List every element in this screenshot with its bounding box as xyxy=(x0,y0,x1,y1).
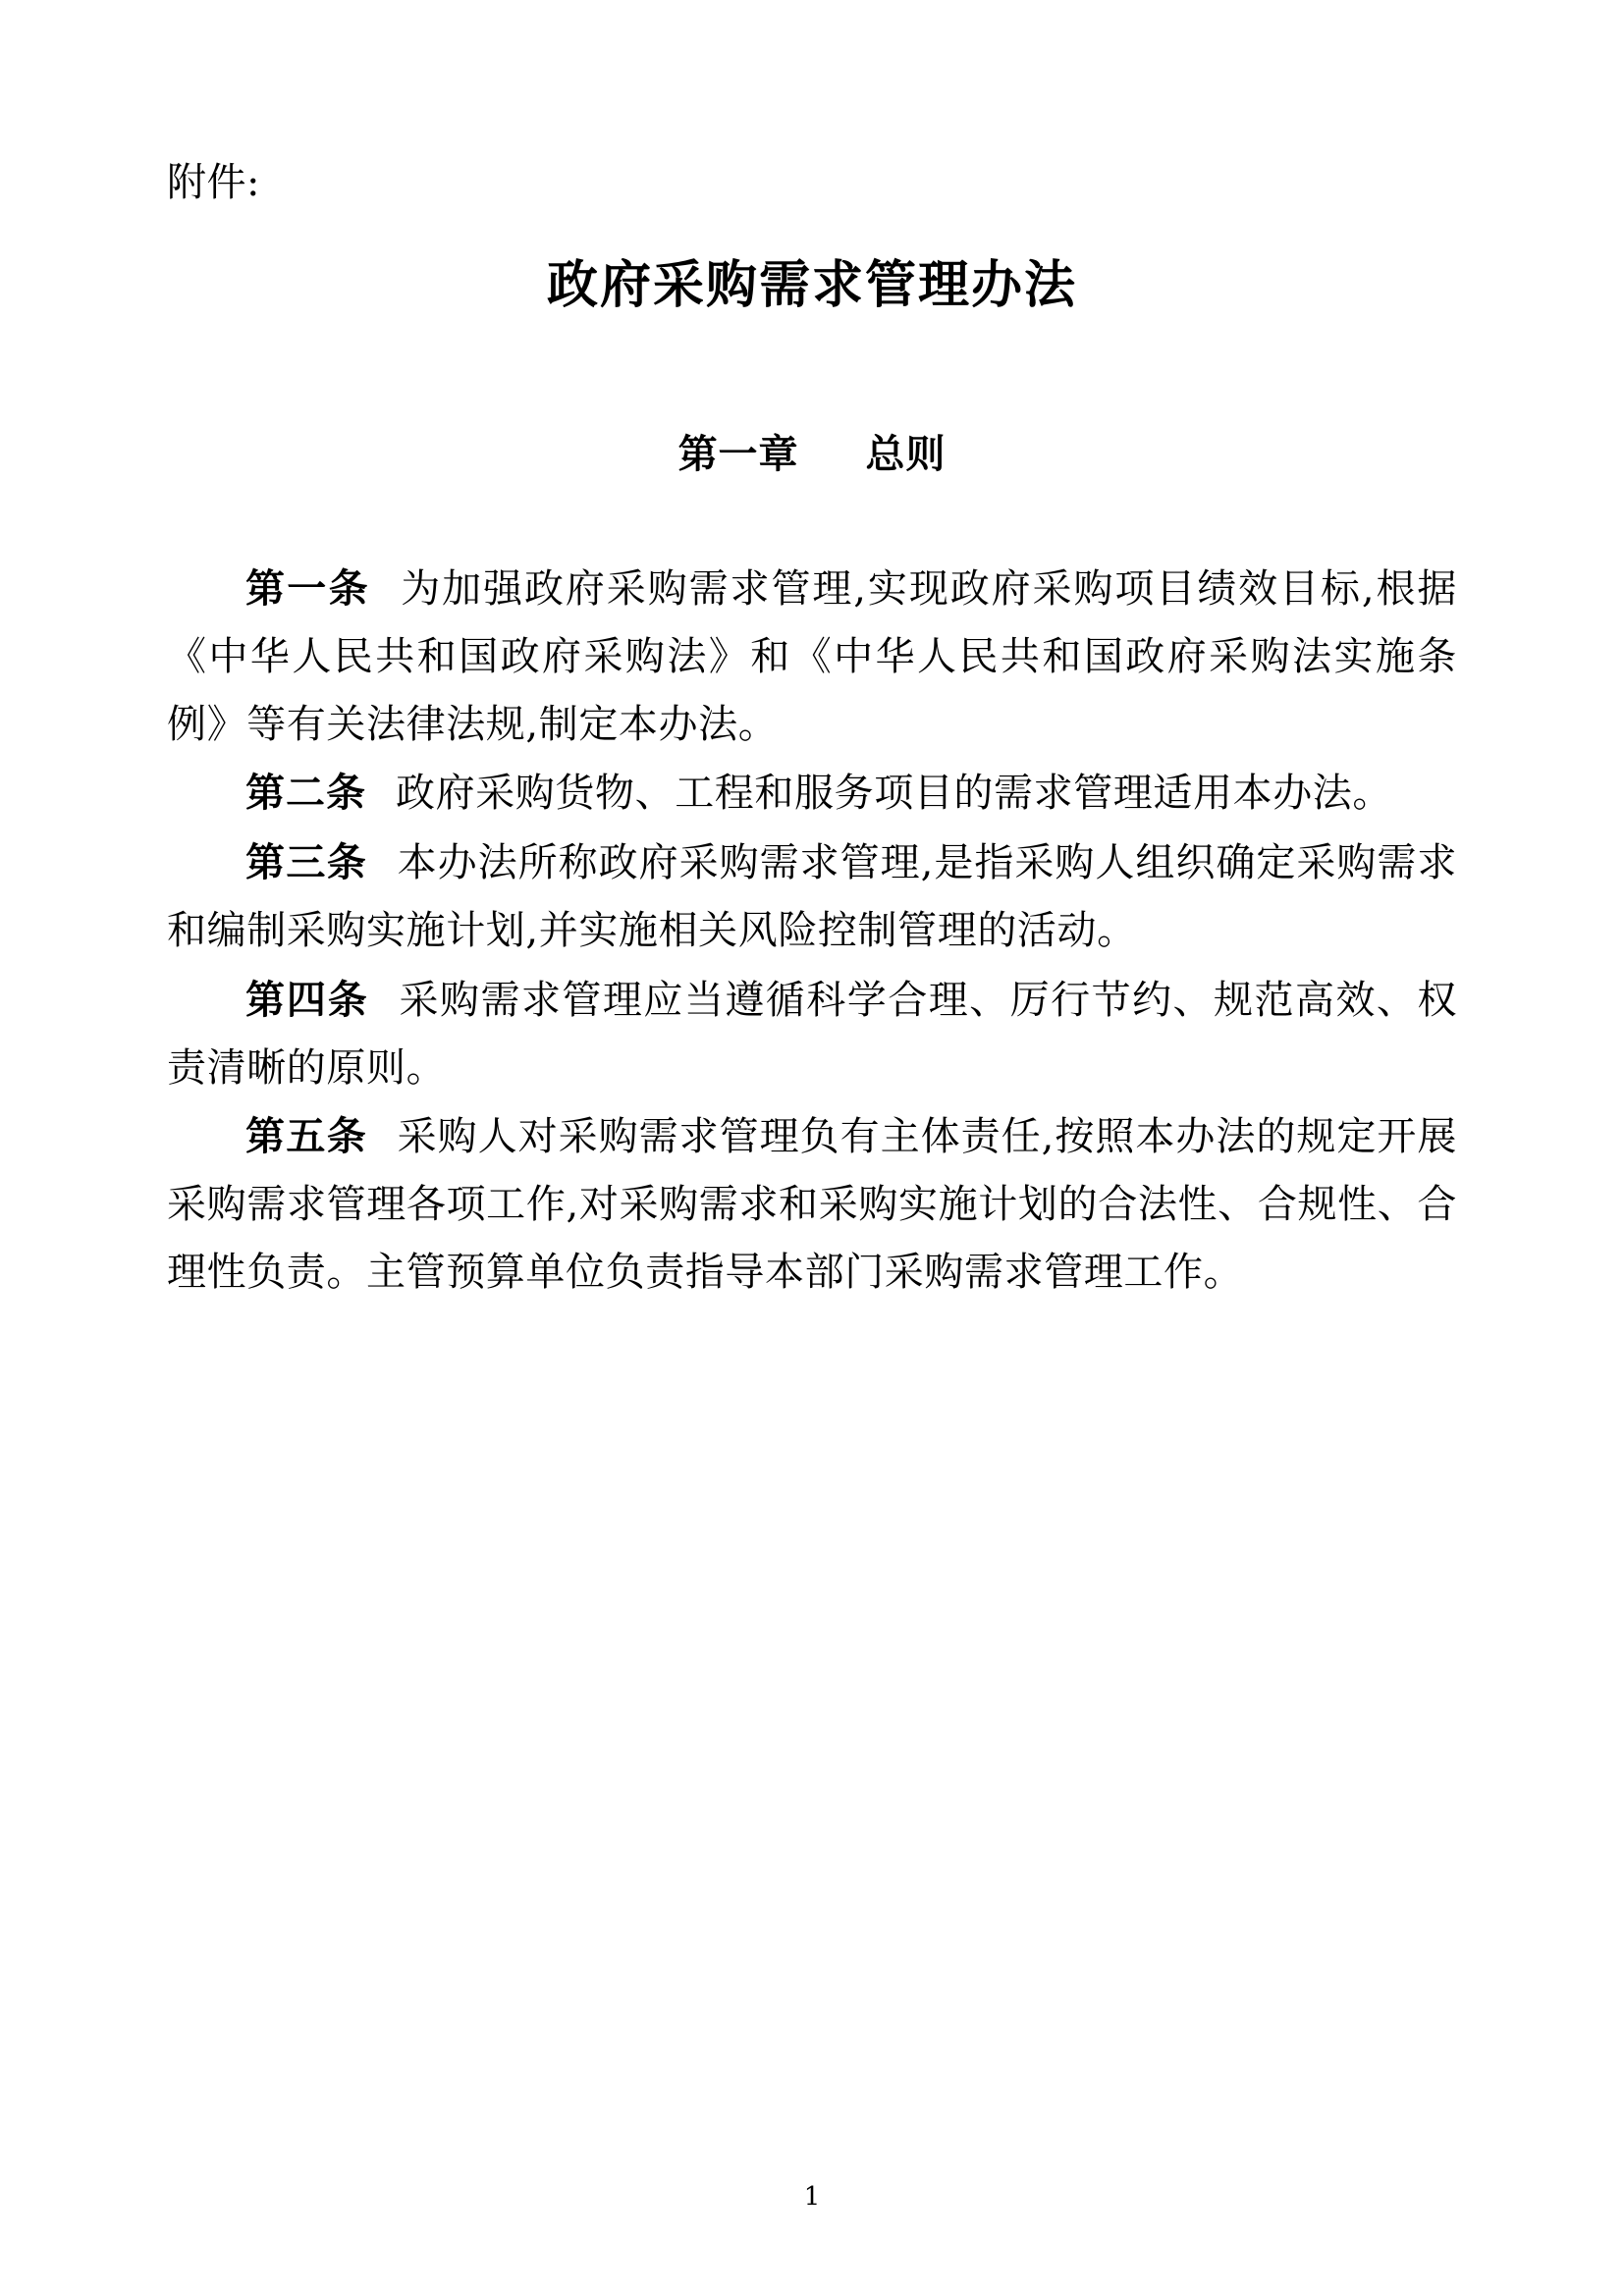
article-item xyxy=(167,760,1457,828)
article-item xyxy=(167,556,1457,758)
page-title: 政府采购需求管理办法 xyxy=(546,255,1077,315)
article-text: 本办法所称政府采购需求管理,是指采购人组织确定采购需求和编制采购实施计划,并实施相关风险控制管理的活动。 xyxy=(167,840,1458,953)
chapter-number: 第一章 xyxy=(677,431,799,477)
article-item xyxy=(167,1103,1457,1306)
page-number: 1 xyxy=(803,2182,821,2212)
article-text: 采购需求管理应当遵循科学合理、厉行节约、规范高效、权责清晰的原则。 xyxy=(167,977,1458,1091)
article-item xyxy=(167,967,1457,1102)
article-text: 政府采购货物、工程和服务项目的需求管理适用本办法。 xyxy=(396,771,1392,817)
chapter-heading xyxy=(167,423,1457,479)
article-list xyxy=(167,556,1457,1307)
article-number: 第一条 xyxy=(245,565,370,612)
article-number: 第五条 xyxy=(245,1113,368,1160)
attachment-label: 附件: xyxy=(167,160,260,205)
article-text: 为加强政府采购需求管理,实现政府采购项目绩效目标,根据《中华人民共和国政府采购法》和《中华人民共和国政府采购法实施条例》等有关法律法规,制定本办法。 xyxy=(167,566,1457,747)
article-text: 采购人对采购需求管理负有主体责任,按照本办法的规定开展采购需求管理各项工作,对采购需求和采购实施计划的合法性、合规性、合理性负责。主管预算单位负责指导本部门采购需求管理工作。 xyxy=(167,1114,1458,1295)
article-number: 第二条 xyxy=(245,770,366,817)
article-number: 第四条 xyxy=(245,976,369,1023)
chapter-name: 总则 xyxy=(865,431,947,477)
article-item xyxy=(167,829,1457,965)
article-number: 第三条 xyxy=(245,839,368,886)
